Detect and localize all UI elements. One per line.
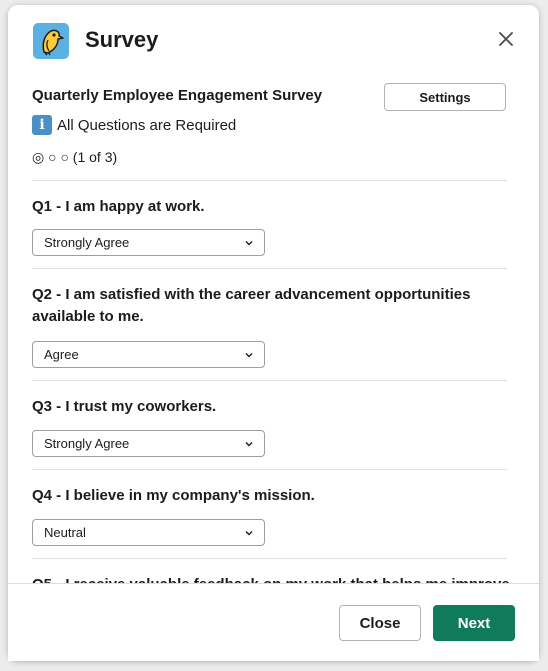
chevron-down-icon (244, 238, 254, 248)
question-2-label: Q2 - I am satisfied with the career advancement opportunities available to me. (32, 286, 471, 325)
question-1-value: Strongly Agree (44, 235, 130, 250)
modal-title: Survey (85, 27, 159, 52)
question-1-select[interactable] (32, 229, 265, 256)
settings-button[interactable]: Settings (384, 83, 506, 111)
question-2-value: Agree (44, 347, 79, 362)
survey-title: Quarterly Employee Engagement Survey (32, 87, 323, 104)
required-text: All Questions are Required (57, 116, 237, 134)
progress-indicator: ◎ ○ ○ (1 of 3) (32, 149, 118, 165)
question-4-value: Neutral (44, 525, 86, 540)
divider (32, 469, 507, 470)
next-button[interactable]: Next (433, 605, 515, 641)
chevron-down-icon (244, 350, 254, 360)
question-1-label: Q1 - I am happy at work. (32, 198, 205, 215)
close-button[interactable]: Close (339, 605, 421, 641)
chevron-down-icon (244, 439, 254, 449)
survey-modal (8, 5, 539, 661)
divider (32, 180, 507, 181)
divider (32, 380, 507, 381)
divider (32, 558, 507, 559)
info-icon: i (32, 115, 52, 135)
close-icon[interactable] (497, 30, 515, 48)
question-3-label: Q3 - I trust my coworkers. (32, 398, 217, 415)
divider (32, 268, 507, 269)
modal-body[interactable] (8, 75, 539, 583)
question-4-label: Q4 - I believe in my company's mission. (32, 487, 315, 504)
question-4-select[interactable] (32, 519, 265, 546)
question-3-value: Strongly Agree (44, 436, 130, 451)
chevron-down-icon (244, 528, 254, 538)
modal-footer (8, 583, 539, 661)
bird-logo-icon (33, 23, 69, 59)
question-2-select[interactable] (32, 341, 265, 368)
question-3-select[interactable] (32, 430, 265, 457)
modal-header (8, 5, 539, 75)
required-notice (32, 115, 236, 135)
